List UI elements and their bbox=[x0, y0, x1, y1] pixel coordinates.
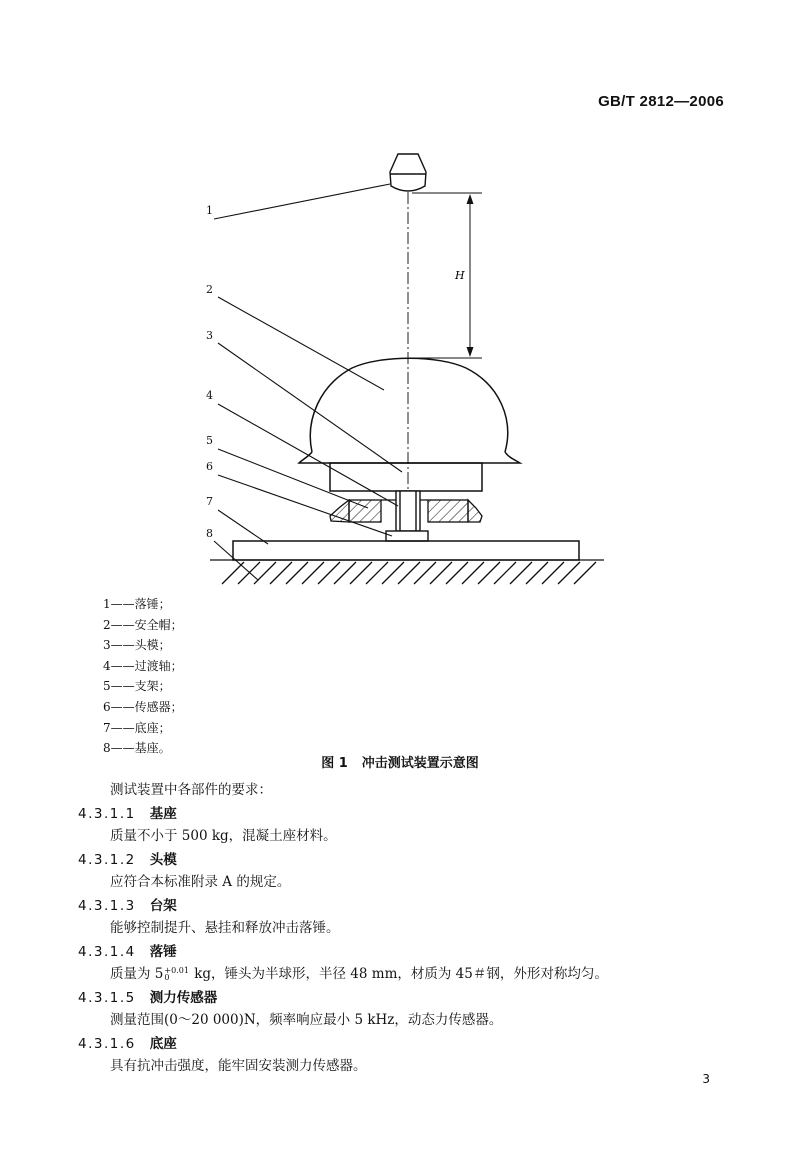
helmet bbox=[299, 358, 520, 463]
clause-number: 4.3.1.5 bbox=[78, 990, 136, 1006]
clause-title: 底座 bbox=[149, 1036, 177, 1052]
dimension-label-h: H bbox=[455, 269, 465, 282]
clause-heading bbox=[78, 940, 177, 960]
clause-text: 具有抗冲击强度，能牢固安装测力传感器。 bbox=[110, 1058, 367, 1074]
clause-number: 4.3.1.3 bbox=[78, 898, 136, 914]
clause-text bbox=[110, 962, 608, 982]
clause-title: 头模 bbox=[149, 852, 177, 868]
clause-number: 4.3.1.6 bbox=[78, 1036, 136, 1052]
tolerance-lower: 0 bbox=[164, 973, 170, 982]
callout-1: 1 bbox=[206, 204, 213, 217]
legend-item: 5——支架； bbox=[103, 679, 171, 694]
legend-item: 7——底座； bbox=[103, 720, 171, 735]
headform bbox=[330, 463, 482, 491]
figure-legend bbox=[103, 594, 183, 759]
callout-8: 8 bbox=[206, 527, 213, 540]
legend-item: 4——过渡轴； bbox=[103, 658, 183, 673]
clause-heading bbox=[78, 986, 217, 1006]
callout-5: 5 bbox=[206, 434, 213, 447]
tolerance-upper: +0.01 bbox=[164, 966, 189, 975]
mass-tolerance bbox=[164, 967, 189, 981]
clause-title: 测力传感器 bbox=[149, 990, 218, 1006]
clause-number: 4.3.1.1 bbox=[78, 806, 136, 822]
clause-number: 4.3.1.2 bbox=[78, 852, 136, 868]
legend-item: 1——落锤； bbox=[103, 597, 171, 611]
mass-text-prefix: 质量为 5 bbox=[110, 966, 164, 982]
clause-heading bbox=[78, 894, 177, 914]
base-plate bbox=[233, 541, 579, 560]
intro-paragraph: 测试装置中各部件的要求： bbox=[110, 782, 272, 798]
drop-hammer bbox=[390, 154, 426, 191]
callout-3: 3 bbox=[206, 329, 213, 342]
figure-caption bbox=[0, 752, 800, 771]
clause-heading bbox=[78, 802, 177, 822]
clause-heading bbox=[78, 848, 177, 868]
clause-text: 测量范围(0～20 000)N，频率响应最小 5 kHz，动态力传感器。 bbox=[110, 1012, 503, 1028]
mass-text-suffix: kg，锤头为半球形，半径 48 mm，材质为 45＃钢，外形对称均匀。 bbox=[189, 966, 608, 982]
foundation bbox=[210, 560, 604, 584]
clause-text: 能够控制提升、悬挂和释放冲击落锤。 bbox=[110, 920, 340, 936]
callout-2: 2 bbox=[206, 283, 213, 296]
legend-item: 6——传感器； bbox=[103, 699, 183, 714]
clause-title: 台架 bbox=[149, 898, 177, 914]
clause-text: 质量不小于 500 kg，混凝土座材料。 bbox=[110, 828, 337, 844]
clause-heading bbox=[78, 1032, 177, 1052]
clause-title: 落锤 bbox=[149, 944, 177, 960]
standard-code: GB/T 2812—2006 bbox=[598, 93, 724, 110]
transition-shaft bbox=[396, 491, 420, 531]
clause-text: 应符合本标准附录 A 的规定。 bbox=[110, 874, 291, 890]
figure-caption-title: 冲击测试装置示意图 bbox=[361, 756, 479, 771]
figure-caption-number: 图 1 bbox=[321, 756, 348, 771]
callout-4: 4 bbox=[206, 389, 213, 402]
page-number: 3 bbox=[702, 1072, 710, 1086]
clause-number: 4.3.1.4 bbox=[78, 944, 136, 960]
callout-7: 7 bbox=[206, 495, 213, 508]
force-sensor bbox=[386, 531, 428, 541]
callout-6: 6 bbox=[206, 460, 213, 473]
height-dimension bbox=[410, 193, 482, 358]
legend-item: 8——基座。 bbox=[103, 741, 171, 756]
legend-item: 2——安全帽； bbox=[103, 617, 183, 632]
clause-title: 基座 bbox=[149, 806, 177, 822]
legend-item: 3——头模； bbox=[103, 638, 171, 653]
